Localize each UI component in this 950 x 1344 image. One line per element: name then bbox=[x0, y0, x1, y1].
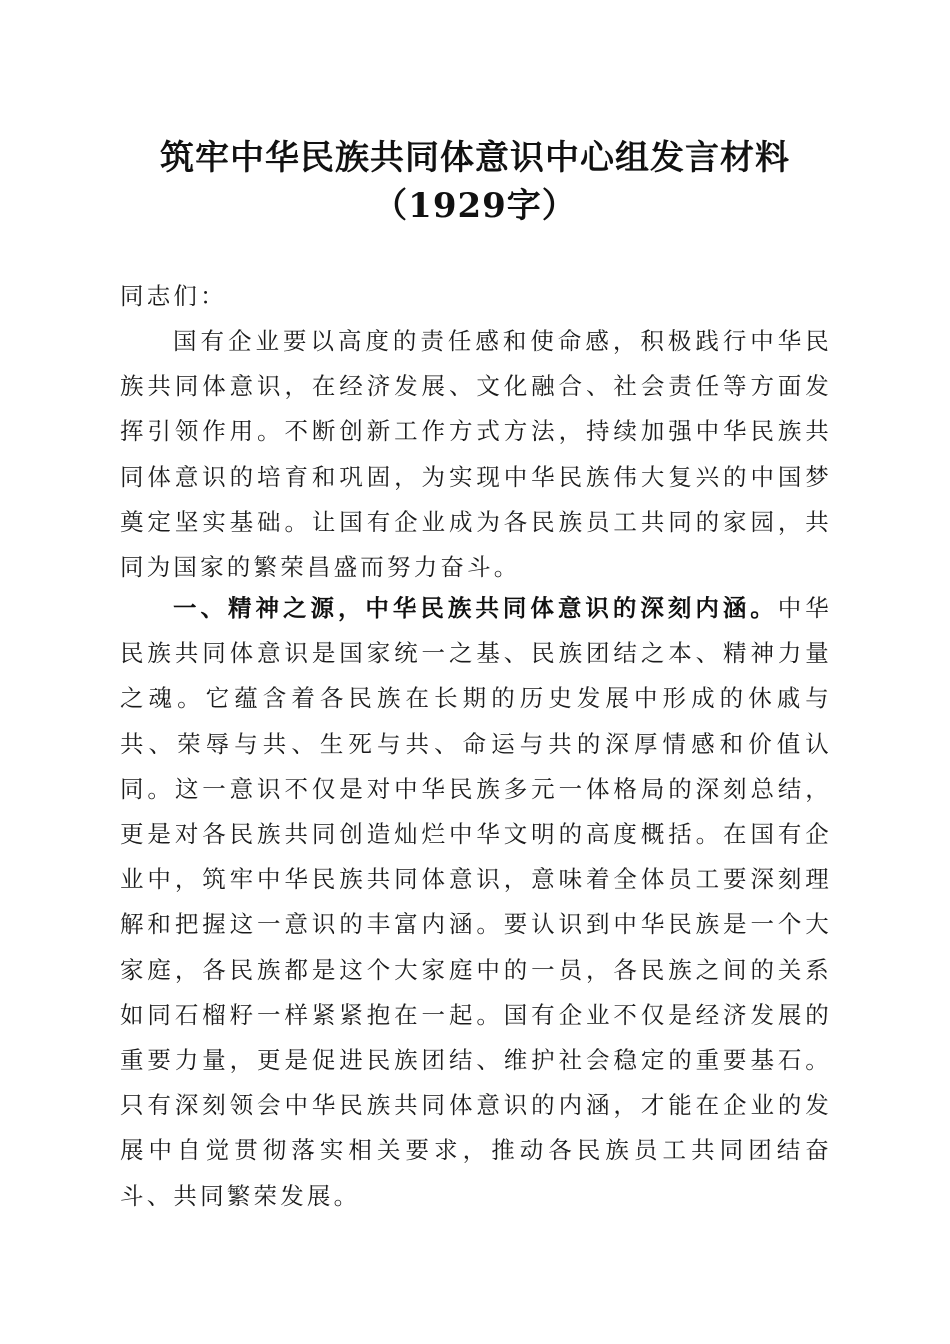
section-1-paragraph bbox=[120, 586, 832, 1219]
intro-paragraph: 国有企业要以高度的责任感和使命感，积极践行中华民族共同体意识，在经济发展、文化融合、社会责任等方面发挥引领作用。不断创新工作方式方法，持续加强中华民族共同体意识的培育和巩固，为实现中华民族伟大复兴的中国梦奠定坚实基础。让国有企业成为各民族员工共同的家园，共同为国家的繁荣昌盛而努力奋斗。 bbox=[120, 327, 832, 582]
section-1-text: 中华民族共同体意识是国家统一之基、民族团结之本、精神力量之魂。它蕴含着各民族在长期的历史发展中形成的休戚与共、荣辱与共、生死与共、命运与共的深厚情感和价值认同。这一意识不仅是对中华民族多元一体格局的深刻总结，更是对各民族共同创造灿烂中华文明的高度概括。在国有企业中，筑牢中华民族共同体意识，意味着全体员工要深刻理解和把握这一意识的丰富内涵。要认识到中华民族是一个大家庭，各民族都是这个大家庭中的一员，各民族之间的关系如同石榴籽一样紧紧抱在一起。国有企业不仅是经济发展的重要力量，更是促进民族团结、维护社会稳定的重要基石。只有深刻领会中华民族共同体意识的内涵，才能在企业的发展中自觉贯彻落实相关要求，推动各民族员工共同团结奋斗、共同繁荣发展。 bbox=[120, 594, 832, 1210]
section-1-heading: 一、精神之源，中华民族共同体意识的深刻内涵。 bbox=[173, 594, 778, 622]
document-word-count: （1929字） bbox=[373, 186, 577, 226]
document-title: 筑牢中华民族共同体意识中心组发言材料 bbox=[160, 138, 790, 178]
salutation: 同志们： bbox=[120, 282, 227, 310]
